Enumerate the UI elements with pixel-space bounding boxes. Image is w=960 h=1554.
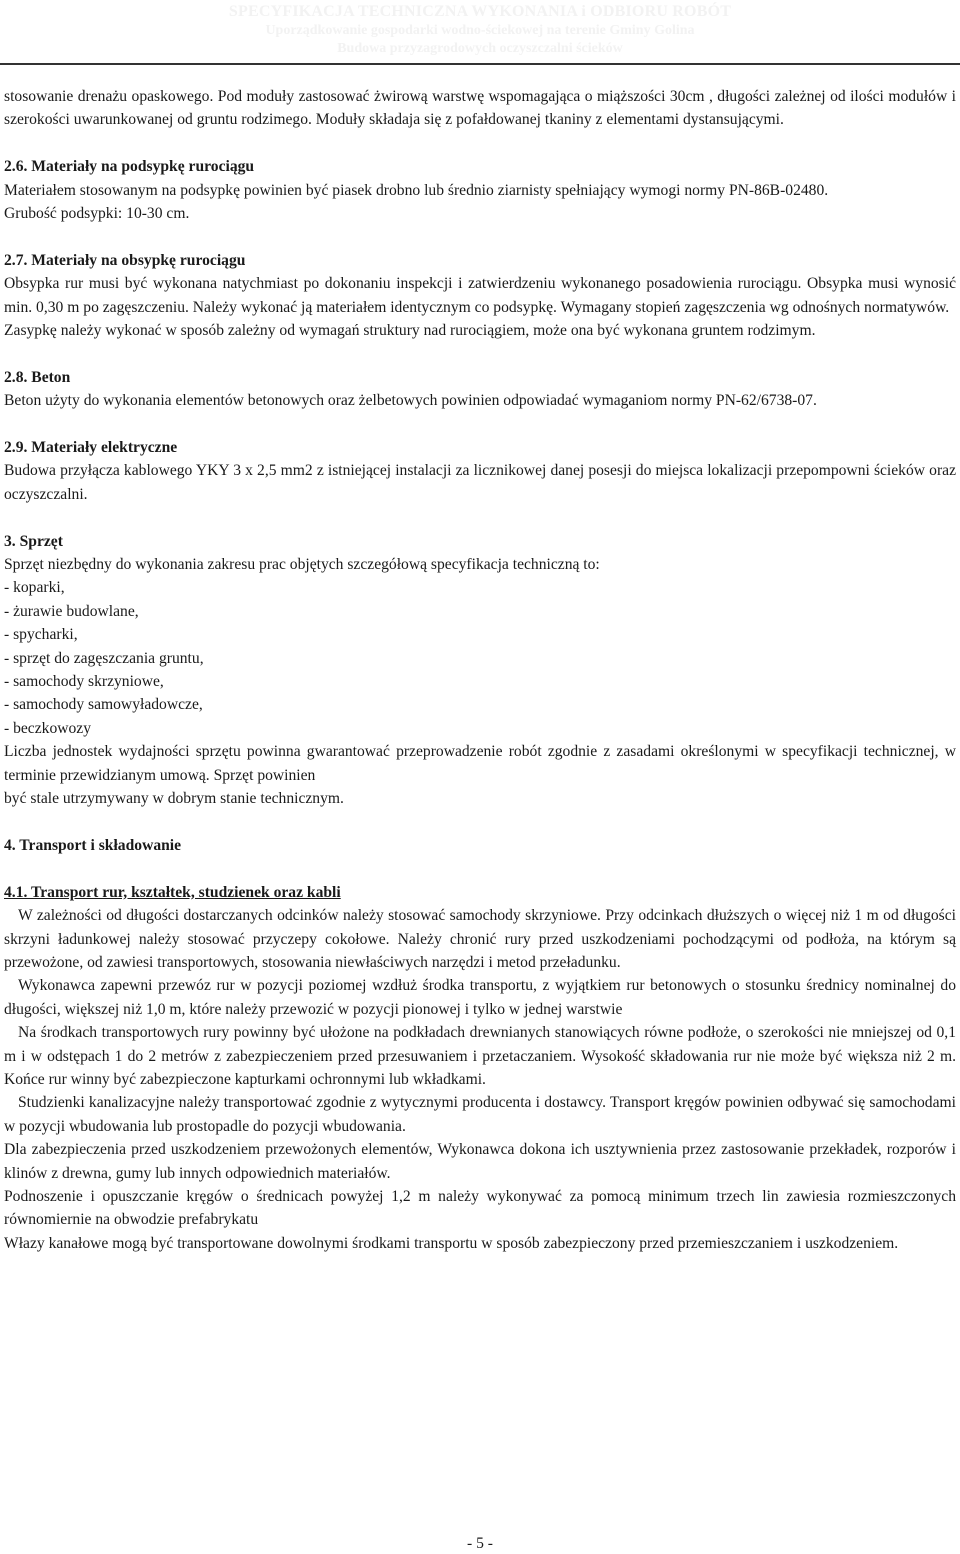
page-header [0,0,960,62]
list-item: - sprzęt do zagęszczania gruntu, [4,649,204,667]
section-4-1-paragraph-4: Studzienki kanalizacyjne należy transportować zgodnie z wytycznymi producenta i dostawcy. Transport kręgów powinien odbywać się samochodami w pozycji wbudowania lub prostopadle do pozycji wbudowania. [4,1094,956,1135]
section-2-8-paragraph-1: Beton użyty do wykonania elementów betonowych oraz żelbetowych powinien odpowiadać wymaganiom normy PN-62/6738-07. [4,392,817,410]
section-3-intro: Sprzęt niezbędny do wykonania zakresu prac objętych szczegółową specyfikacja techniczną to: [4,556,600,574]
section-2-9-paragraph-1: Budowa przyłącza kablowego YKY 3 x 2,5 mm2 z istniejącej instalacji za licznikowej danej posesji do miejsca lokalizacji przepompowni ścieków oraz oczyszczalni. [4,462,956,503]
list-item: - samochody samowyładowcze, [4,696,203,714]
section-4-heading: 4. Transport i składowanie [4,836,182,854]
section-2-7-paragraph-2: Zasypkę należy wykonać w sposób zależny od wymagań struktury nad rurociągiem, może ona być wykonana gruntem rodzimym. [4,322,816,340]
list-item: - spycharki, [4,626,78,644]
spacer [4,225,956,248]
section-2-6-paragraph-1: Materiałem stosowanym na podsypkę powinien być piasek drobno lub średnio ziarnisty spełniający wymogi normy PN-86B-02480. [4,181,829,199]
section-2-6-heading: 2.6. Materiały na podsypkę rurociągu [4,158,255,176]
document-body [4,85,956,1255]
section-2-7-heading: 2.7. Materiały na obsypkę rurociągu [4,251,246,269]
list-item: - koparki, [4,579,65,597]
intro-paragraph: stosowanie drenażu opaskowego. Pod moduły zastosować żwirową warstwę wspomagająca o miąższości 30cm , długości zależnej od ilości modułów i szerokości uwarunkowanej od gruntu rodzimego. Moduły składaja się z pofałdowanej tkaniny z elementami dystansującymi. [4,88,956,129]
section-3-paragraph-1: Liczba jednostek wydajności sprzętu powinna gwarantować przeprowadzenie robót zgodnie z zasadami określonymi w specyfikacji technicznej, w terminie przewidzianym umową. Sprzęt powinien [4,743,956,784]
section-4-1-paragraph-3: Na środkach transportowych rury powinny być ułożone na podkładach drewnianych stanowiących równe podłoże, o szerokości nie mniejszej od 0,1 m i w odstępach 1 do 2 metrów z zabezpieczeniem przed przesuwaniem i przetaczaniem. Wysokość składowania rur nie może być większa niż 2 m. Końce rur winny być zabezpieczone kapturkami ochronnymi lub wkładkami. [4,1024,956,1088]
list-item: - samochody skrzyniowe, [4,673,164,691]
spacer [4,342,956,365]
section-3-paragraph-2: być stale utrzymywany w dobrym stanie technicznym. [4,790,344,808]
section-2-7-paragraph-1: Obsypka rur musi być wykonana natychmiast po dokonaniu inspekcji i zatwierdzeniu wykonanego posadowienia rurociągu. Obsypka musi wynosić min. 0,30 m po zagęszczeniu. Należy wykonać ją materiałem identycznym co podsypkę. Wymagany stopień zagęszczenia wg odnośnych normatywów. [4,275,956,316]
section-3-heading: 3. Sprzęt [4,532,63,550]
list-item: - żurawie budowlane, [4,602,139,620]
header-title: SPECYFIKACJA TECHNICZNA WYKONANIA i ODBIORU ROBÓT [228,3,732,20]
section-4-1-paragraph-5: Dla zabezpieczenia przed uszkodzeniem przewożonych elementów, Wykonawca dokona ich usztywnienia przez zastosowanie przekładek, rozporów i klinów z drewna, gumy lub innych odpowiednich materiałów. [4,1141,956,1182]
section-4-1-heading: 4.1. Transport rur, kształtek, studzienek oraz kabli [4,883,341,901]
section-2-9-heading: 2.9. Materiały elektryczne [4,439,178,457]
spacer [4,857,956,880]
section-2-8-heading: 2.8. Beton [4,368,71,386]
spacer [4,811,956,834]
list-item: - beczkowozy [4,719,92,737]
spacer [4,413,956,436]
header-divider [0,63,960,65]
section-2-6-paragraph-2: Grubość podsypki: 10-30 cm. [4,205,190,223]
section-4-1-paragraph-7: Włazy kanałowe mogą być transportowane dowolnymi środkami transportu w sposób zabezpieczony przed przemieszczaniem i uszkodzeniem. [4,1234,899,1252]
header-subtitle: Uporządkowanie gospodarki wodno-ściekowej na terenie Gminy Golina [265,23,695,38]
spacer [4,132,956,155]
spacer [4,506,956,529]
header-subtitle-2: Budowa przyzagrodowych oczyszczalni ścieków [337,41,623,56]
section-4-1-paragraph-2: Wykonawca zapewni przewóz rur w pozycji poziomej wzdłuż środka transportu, z wyjątkiem rur betonowych o stosunku średnicy nominalnej do długości, większej niż 1,0 m, które należy przewozić w pozycji pionowej i tylko w jednej warstwie [4,977,956,1018]
section-4-1-paragraph-6: Podnoszenie i opuszczanie kręgów o średnicach powyżej 1,2 m należy wykonywać za pomocą minimum trzech lin zawiesia rozmieszczonych równomiernie na obwodzie prefabrykatu [4,1187,956,1229]
page-number: - 5 - [467,1535,493,1552]
section-4-1-paragraph-1: W zależności od długości dostarczanych odcinków należy stosować samochody skrzyniowe. Przy odcinkach dłuższych o więcej niż 1 m od długości skrzyni ładunkowej należy stosować przyczepy cokołowe. Należy chronić rury przed uszkodzeniami pochodzącymi od podłoża, na którym są przewożone, od zawiesi transportowych, stosowania niewłaściwych narzędzi i metod przeładunku. [4,907,956,971]
